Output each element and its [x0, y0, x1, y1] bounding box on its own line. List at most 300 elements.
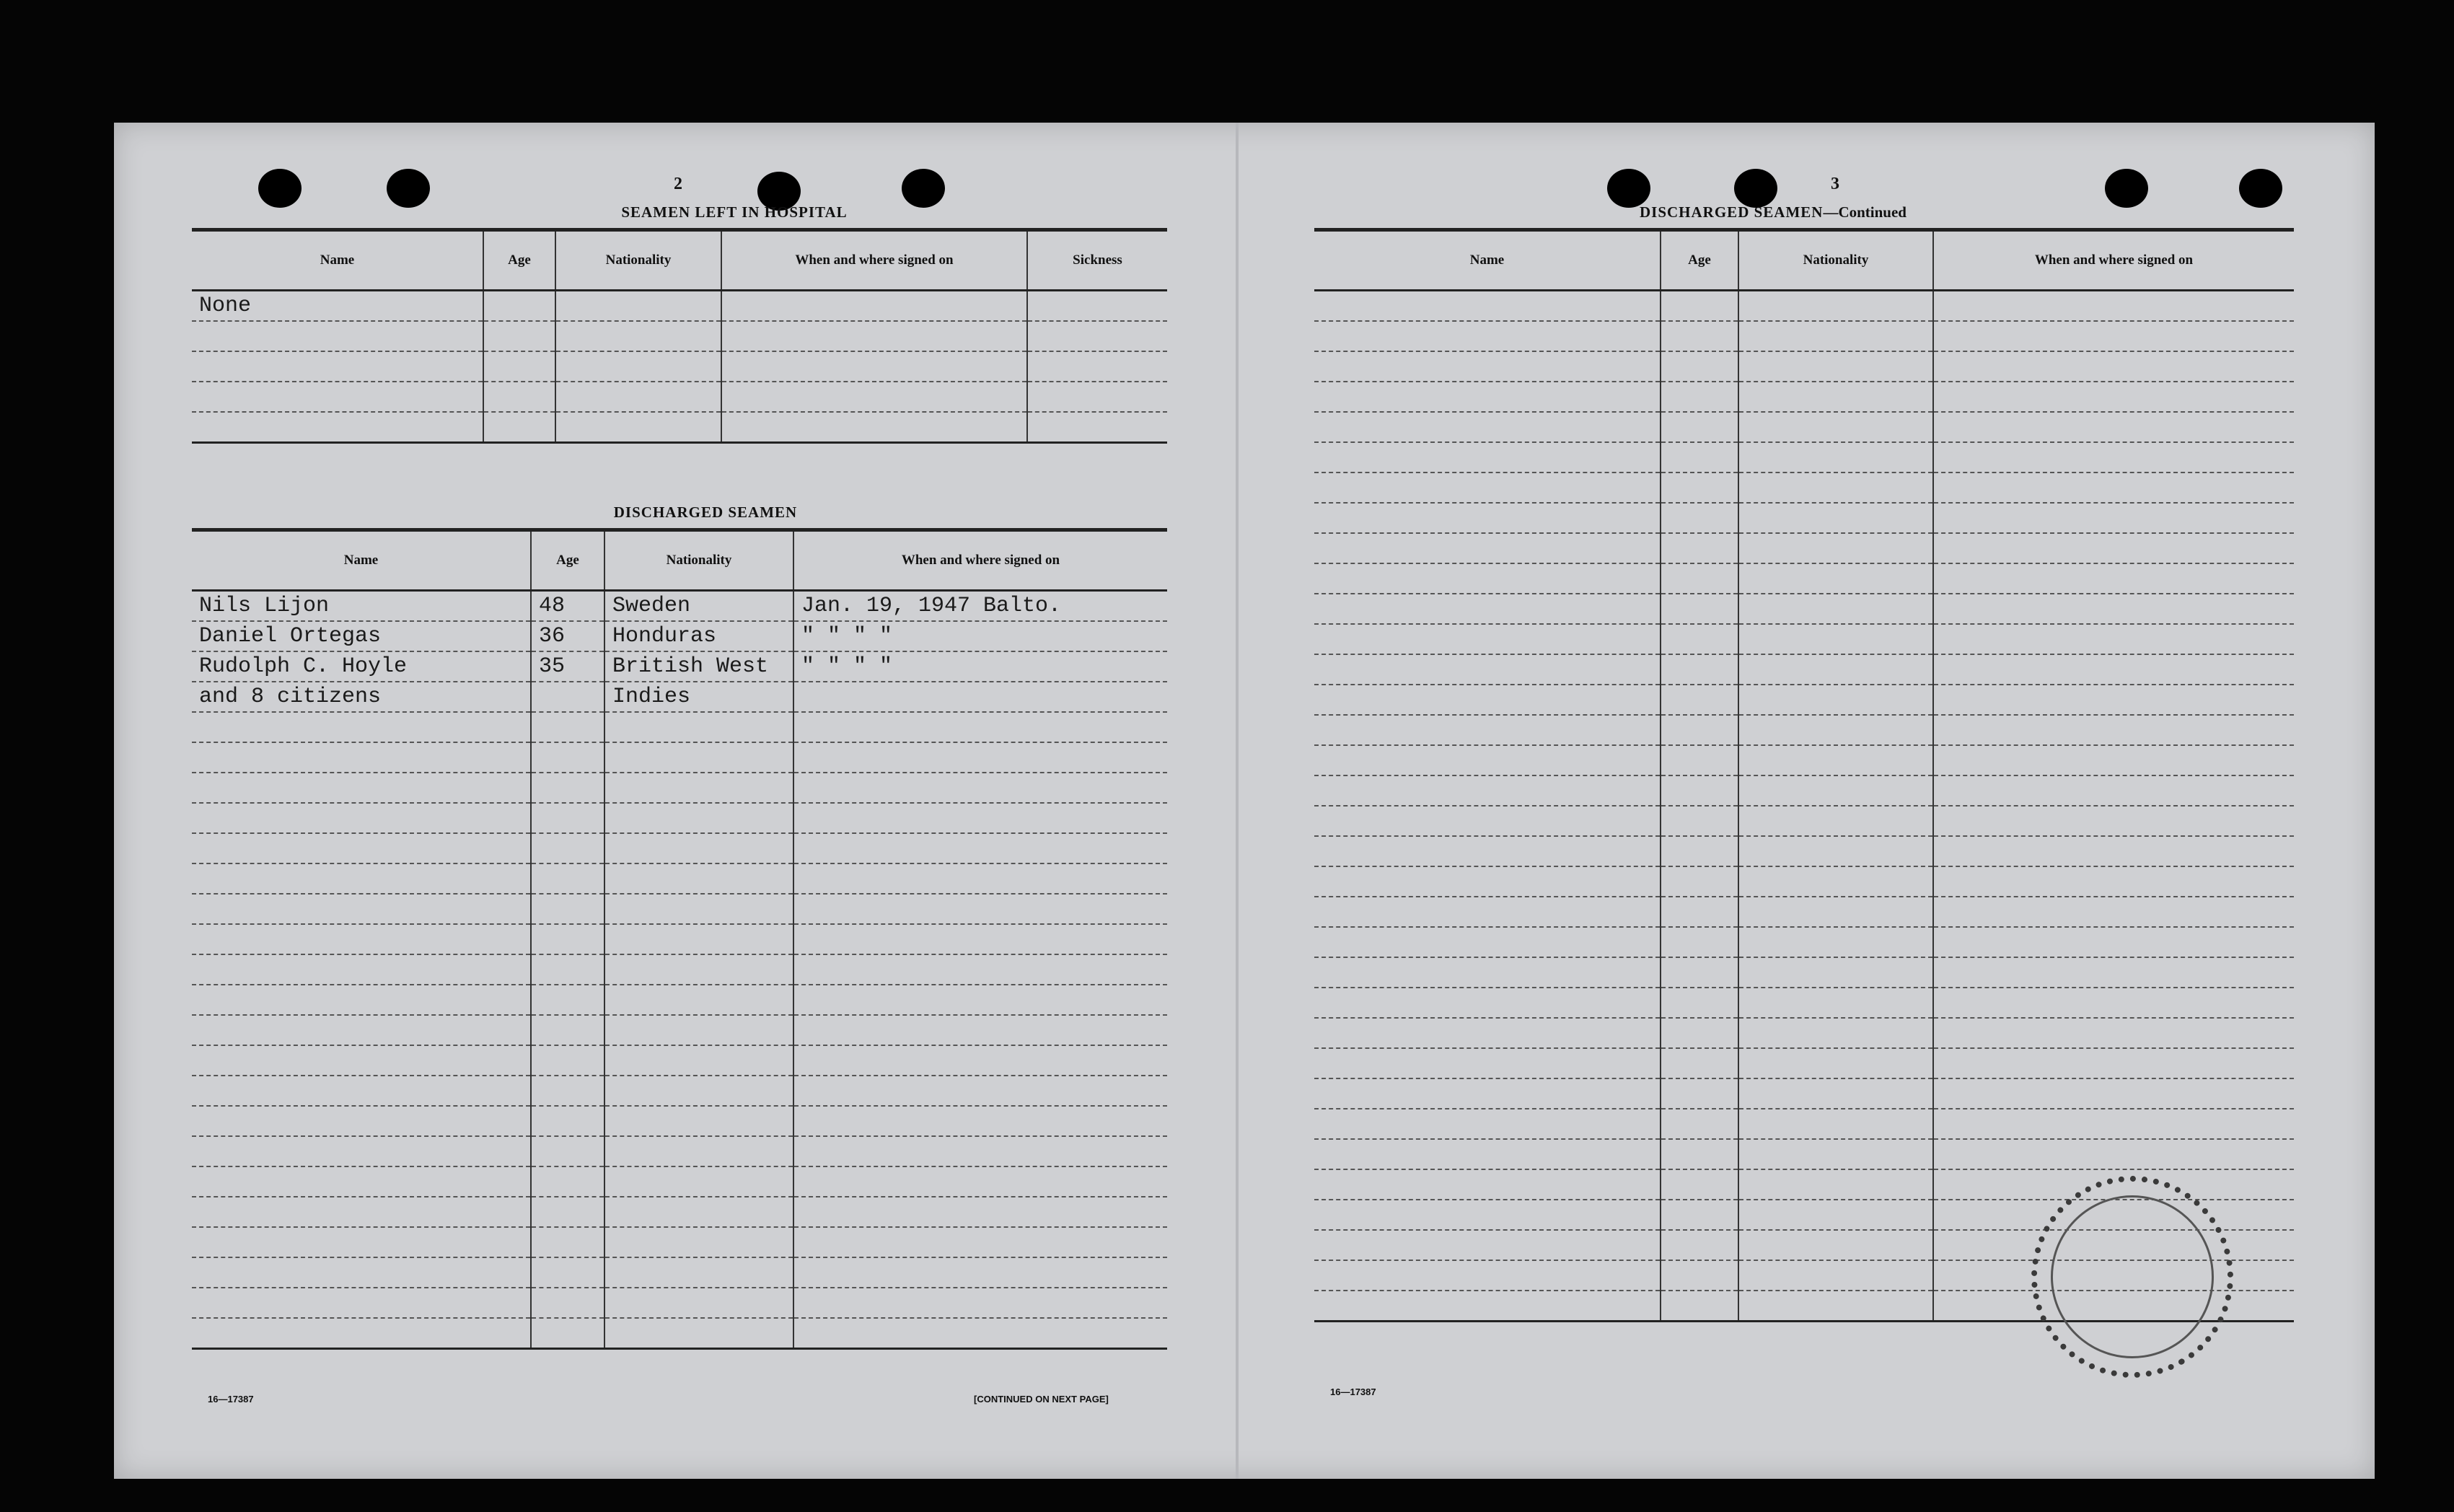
table-row	[1314, 654, 2294, 685]
table-cell	[1738, 654, 1933, 685]
table-cell	[192, 863, 531, 894]
table-cell	[1027, 291, 1167, 322]
table-cell	[604, 1045, 793, 1076]
table-cell	[1314, 1048, 1661, 1078]
table-cell	[1314, 594, 1661, 624]
table-cell	[1933, 1139, 2294, 1169]
table-cell	[1738, 897, 1933, 927]
table-row	[192, 1136, 1167, 1166]
table-cell	[1738, 685, 1933, 715]
table-cell	[604, 1318, 793, 1349]
table-cell	[793, 682, 1167, 712]
table-cell	[192, 1166, 531, 1197]
column-header: Name	[1314, 230, 1661, 291]
table-cell	[1661, 1048, 1738, 1078]
table-row	[1314, 1139, 2294, 1169]
table-cell	[1738, 563, 1933, 594]
table-cell	[192, 1197, 531, 1227]
column-header: Name	[192, 530, 531, 591]
table-cell: Sweden	[604, 591, 793, 622]
table-row	[1314, 836, 2294, 866]
document-sheet	[114, 123, 2375, 1479]
table-row	[1314, 1018, 2294, 1048]
table-cell	[1661, 715, 1738, 745]
punch-hole	[1607, 169, 1650, 208]
table-cell	[604, 1136, 793, 1166]
table-row	[1314, 1109, 2294, 1139]
table-cell	[1933, 1048, 2294, 1078]
table-cell	[1738, 1109, 1933, 1139]
table-cell	[793, 773, 1167, 803]
table-cell	[192, 1288, 531, 1318]
table-cell	[1661, 806, 1738, 836]
table-cell	[531, 1045, 604, 1076]
table-row	[1314, 442, 2294, 472]
table-cell	[1314, 291, 1661, 322]
table-cell	[793, 1166, 1167, 1197]
table-cell	[1314, 685, 1661, 715]
column-header: Name	[192, 230, 483, 291]
table-cell	[1661, 685, 1738, 715]
table-cell	[793, 742, 1167, 773]
table-cell	[531, 985, 604, 1015]
table-cell	[1314, 927, 1661, 957]
table-cell	[1738, 442, 1933, 472]
table-row	[192, 1197, 1167, 1227]
table-cell	[1738, 472, 1933, 503]
table-cell	[192, 1045, 531, 1076]
table-cell	[1661, 533, 1738, 563]
table-row	[192, 291, 1167, 322]
table-cell	[555, 382, 721, 412]
table-cell	[531, 803, 604, 833]
punch-hole	[2105, 169, 2148, 208]
table-cell	[1314, 866, 1661, 897]
column-header: Sickness	[1027, 230, 1167, 291]
table-cell	[1314, 1109, 1661, 1139]
table-cell	[1933, 715, 2294, 745]
table-row	[192, 712, 1167, 742]
table-cell	[604, 1288, 793, 1318]
table-cell	[192, 742, 531, 773]
column-header: Nationality	[604, 530, 793, 591]
table-cell	[1738, 957, 1933, 988]
table-cell	[1314, 745, 1661, 775]
table-cell	[1661, 442, 1738, 472]
table-cell	[793, 924, 1167, 954]
table-cell	[192, 773, 531, 803]
table-cell	[1933, 957, 2294, 988]
table-cell	[1661, 321, 1738, 351]
table-cell	[1314, 715, 1661, 745]
table-cell: British West	[604, 651, 793, 682]
table-row	[192, 1318, 1167, 1349]
table-row	[192, 1257, 1167, 1288]
punch-hole	[902, 169, 945, 208]
table-row	[1314, 382, 2294, 412]
table-cell	[192, 382, 483, 412]
table-cell	[793, 1076, 1167, 1106]
table-cell	[531, 863, 604, 894]
table-cell	[1314, 957, 1661, 988]
form-number-right: 16—17387	[1330, 1386, 1376, 1397]
table-cell	[1933, 1018, 2294, 1048]
table-cell	[1661, 1018, 1738, 1048]
table-cell	[1314, 988, 1661, 1018]
column-header: When and where signed on	[721, 230, 1027, 291]
table-cell	[1314, 897, 1661, 927]
table-cell	[1661, 1291, 1738, 1322]
table-cell	[531, 954, 604, 985]
table-cell	[1661, 1139, 1738, 1169]
column-header: When and where signed on	[793, 530, 1167, 591]
table-cell	[793, 1288, 1167, 1318]
table-row	[1314, 866, 2294, 897]
table-cell	[531, 1227, 604, 1257]
table-cell	[1738, 412, 1933, 442]
table-row	[1314, 715, 2294, 745]
table-cell	[1314, 563, 1661, 594]
table-cell: " " " "	[793, 621, 1167, 651]
table-row	[1314, 472, 2294, 503]
table-row	[1314, 927, 2294, 957]
table-cell	[1314, 1200, 1661, 1230]
table-cell: Jan. 19, 1947 Balto.	[793, 591, 1167, 622]
table-cell	[192, 924, 531, 954]
table-cell	[604, 1106, 793, 1136]
table-cell	[721, 291, 1027, 322]
table-row	[192, 1015, 1167, 1045]
table-cell	[604, 863, 793, 894]
table-cell	[793, 712, 1167, 742]
table-cell	[192, 1227, 531, 1257]
table-cell	[531, 1136, 604, 1166]
continued-note: [CONTINUED ON NEXT PAGE]	[974, 1394, 1109, 1405]
table-cell	[531, 1318, 604, 1349]
table-cell	[1738, 1200, 1933, 1230]
table-cell	[1933, 1078, 2294, 1109]
table-cell	[1933, 624, 2294, 654]
discharged-continued-title-main: DISCHARGED SEAMEN	[1640, 203, 1824, 221]
table-cell	[192, 1136, 531, 1166]
table-cell	[604, 833, 793, 863]
table-cell	[1738, 321, 1933, 351]
table-cell	[1738, 624, 1933, 654]
table-cell	[721, 412, 1027, 443]
table-cell	[1314, 806, 1661, 836]
table-cell	[1661, 503, 1738, 533]
table-row	[1314, 988, 2294, 1018]
table-cell	[1738, 806, 1933, 836]
table-cell	[1738, 1139, 1933, 1169]
discharged-continued-title	[1586, 203, 1961, 221]
table-cell	[1738, 988, 1933, 1018]
table-cell	[1933, 745, 2294, 775]
table-cell	[1027, 351, 1167, 382]
table-cell	[793, 1318, 1167, 1349]
table-row	[192, 954, 1167, 985]
table-cell: Nils Lijon	[192, 591, 531, 622]
table-cell: Honduras	[604, 621, 793, 651]
table-cell	[1661, 412, 1738, 442]
table-cell	[1933, 775, 2294, 806]
table-cell	[1738, 1260, 1933, 1291]
table-cell	[793, 1227, 1167, 1257]
table-row	[192, 412, 1167, 443]
table-row	[192, 351, 1167, 382]
column-header: Age	[1661, 230, 1738, 291]
table-row	[1314, 745, 2294, 775]
table-cell	[531, 1288, 604, 1318]
table-cell	[721, 351, 1027, 382]
table-cell	[1661, 1230, 1738, 1260]
table-cell	[1314, 382, 1661, 412]
table-cell	[1738, 745, 1933, 775]
table-cell	[1933, 351, 2294, 382]
table-cell	[531, 742, 604, 773]
table-cell	[1661, 624, 1738, 654]
table-cell	[1027, 382, 1167, 412]
page-number-left: 2	[674, 175, 682, 193]
table-row	[192, 863, 1167, 894]
discharged-continued-table	[1314, 228, 2294, 1322]
table-row	[192, 894, 1167, 924]
punch-hole	[258, 169, 302, 208]
table-cell	[1314, 1169, 1661, 1200]
table-cell	[1661, 988, 1738, 1018]
table-cell: 35	[531, 651, 604, 682]
table-cell	[1314, 351, 1661, 382]
table-cell: Rudolph C. Hoyle	[192, 651, 531, 682]
table-cell	[1661, 866, 1738, 897]
table-cell	[1661, 1078, 1738, 1109]
table-cell	[192, 833, 531, 863]
table-cell	[1314, 654, 1661, 685]
table-cell	[604, 1227, 793, 1257]
table-cell	[604, 1076, 793, 1106]
page-fold	[1236, 123, 1239, 1479]
table-cell	[555, 291, 721, 322]
table-row	[192, 1288, 1167, 1318]
table-cell	[793, 1257, 1167, 1288]
table-cell	[1933, 685, 2294, 715]
table-row	[1314, 1078, 2294, 1109]
table-cell	[483, 291, 555, 322]
table-cell	[1933, 927, 2294, 957]
table-row	[1314, 503, 2294, 533]
table-cell	[192, 985, 531, 1015]
table-cell	[793, 833, 1167, 863]
table-row	[1314, 806, 2294, 836]
table-cell	[604, 712, 793, 742]
form-number-left: 16—17387	[208, 1394, 254, 1405]
table-cell	[1933, 382, 2294, 412]
table-cell	[531, 1015, 604, 1045]
table-cell	[1738, 836, 1933, 866]
table-cell	[1933, 563, 2294, 594]
table-cell	[1661, 472, 1738, 503]
table-cell	[1314, 1230, 1661, 1260]
table-row	[192, 1227, 1167, 1257]
table-cell	[1314, 1139, 1661, 1169]
table-cell	[1661, 654, 1738, 685]
table-cell	[192, 1015, 531, 1045]
table-cell	[1661, 897, 1738, 927]
table-cell	[531, 1166, 604, 1197]
table-row	[1314, 685, 2294, 715]
table-cell	[1738, 291, 1933, 322]
table-cell	[192, 412, 483, 443]
table-cell	[1738, 1230, 1933, 1260]
table-cell	[1738, 715, 1933, 745]
table-cell	[1661, 1169, 1738, 1200]
table-cell	[1738, 866, 1933, 897]
table-cell	[1933, 866, 2294, 897]
table-cell	[1933, 503, 2294, 533]
table-row	[192, 591, 1167, 622]
table-cell	[1738, 927, 1933, 957]
table-cell	[192, 1257, 531, 1288]
table-cell	[1933, 836, 2294, 866]
table-cell	[604, 1166, 793, 1197]
table-row	[192, 682, 1167, 712]
table-cell	[1738, 1048, 1933, 1078]
table-cell: 36	[531, 621, 604, 651]
discharged-table	[192, 528, 1167, 1350]
table-cell	[192, 321, 483, 351]
table-cell	[1661, 351, 1738, 382]
table-cell	[531, 1076, 604, 1106]
table-cell	[531, 1257, 604, 1288]
table-cell	[1661, 382, 1738, 412]
table-cell	[721, 321, 1027, 351]
table-cell	[192, 1106, 531, 1136]
table-cell	[1314, 836, 1661, 866]
table-cell	[483, 382, 555, 412]
table-cell	[1933, 533, 2294, 563]
discharged-continued-suffix: —Continued	[1823, 203, 1907, 221]
column-header: Nationality	[555, 230, 721, 291]
table-row	[1314, 321, 2294, 351]
hospital-table	[192, 228, 1167, 444]
table-cell	[1314, 472, 1661, 503]
table-row	[192, 803, 1167, 833]
table-cell	[192, 894, 531, 924]
table-cell	[793, 954, 1167, 985]
table-cell	[1738, 351, 1933, 382]
table-cell	[192, 1076, 531, 1106]
table-cell	[555, 351, 721, 382]
table-cell	[793, 863, 1167, 894]
table-cell	[604, 985, 793, 1015]
table-cell	[1738, 503, 1933, 533]
table-cell	[604, 1197, 793, 1227]
table-cell	[1661, 1109, 1738, 1139]
table-cell	[793, 1045, 1167, 1076]
table-cell	[1738, 382, 1933, 412]
table-cell	[192, 1318, 531, 1349]
punch-hole	[1734, 169, 1777, 208]
table-cell	[604, 742, 793, 773]
table-cell	[1738, 533, 1933, 563]
table-row	[1314, 594, 2294, 624]
table-cell	[1738, 1291, 1933, 1322]
punch-hole	[2239, 169, 2282, 208]
table-cell	[793, 1136, 1167, 1166]
table-cell	[555, 412, 721, 443]
table-row	[1314, 775, 2294, 806]
table-row	[1314, 291, 2294, 322]
table-cell	[1314, 775, 1661, 806]
table-cell	[793, 1106, 1167, 1136]
table-cell	[1314, 1018, 1661, 1048]
table-cell	[1661, 745, 1738, 775]
table-row	[1314, 1048, 2294, 1078]
table-cell	[1933, 806, 2294, 836]
table-row	[1314, 412, 2294, 442]
table-cell	[531, 773, 604, 803]
table-row	[192, 1045, 1167, 1076]
table-cell	[531, 682, 604, 712]
table-cell: " " " "	[793, 651, 1167, 682]
table-cell	[1314, 1260, 1661, 1291]
table-cell: None	[192, 291, 483, 322]
table-cell	[483, 412, 555, 443]
table-cell	[1933, 654, 2294, 685]
table-cell	[1314, 624, 1661, 654]
table-cell	[1314, 533, 1661, 563]
table-cell	[1314, 321, 1661, 351]
table-cell	[1933, 412, 2294, 442]
table-cell	[1661, 563, 1738, 594]
table-row	[192, 833, 1167, 863]
table-cell	[1661, 957, 1738, 988]
table-cell	[1738, 775, 1933, 806]
table-cell	[1661, 594, 1738, 624]
table-cell	[1314, 1291, 1661, 1322]
table-cell	[604, 1257, 793, 1288]
table-cell	[1738, 1169, 1933, 1200]
table-cell	[483, 351, 555, 382]
table-cell	[1933, 442, 2294, 472]
table-cell	[1661, 291, 1738, 322]
table-cell: Indies	[604, 682, 793, 712]
table-cell	[1661, 775, 1738, 806]
table-cell	[1738, 594, 1933, 624]
table-row	[192, 924, 1167, 954]
table-row	[192, 1106, 1167, 1136]
table-row	[1314, 351, 2294, 382]
table-cell	[1933, 1109, 2294, 1139]
hospital-section-title: SEAMEN LEFT IN HOSPITAL	[621, 203, 848, 221]
table-cell	[604, 803, 793, 833]
table-cell: 48	[531, 591, 604, 622]
table-cell	[1027, 412, 1167, 443]
page-number-right: 3	[1831, 175, 1839, 193]
table-cell	[1027, 321, 1167, 351]
table-cell	[531, 894, 604, 924]
table-cell	[793, 985, 1167, 1015]
table-cell	[604, 924, 793, 954]
table-row	[1314, 897, 2294, 927]
table-cell	[793, 803, 1167, 833]
table-cell	[192, 351, 483, 382]
table-cell	[1933, 291, 2294, 322]
table-cell	[793, 894, 1167, 924]
table-cell	[1661, 836, 1738, 866]
table-cell	[1933, 321, 2294, 351]
table-row	[1314, 624, 2294, 654]
